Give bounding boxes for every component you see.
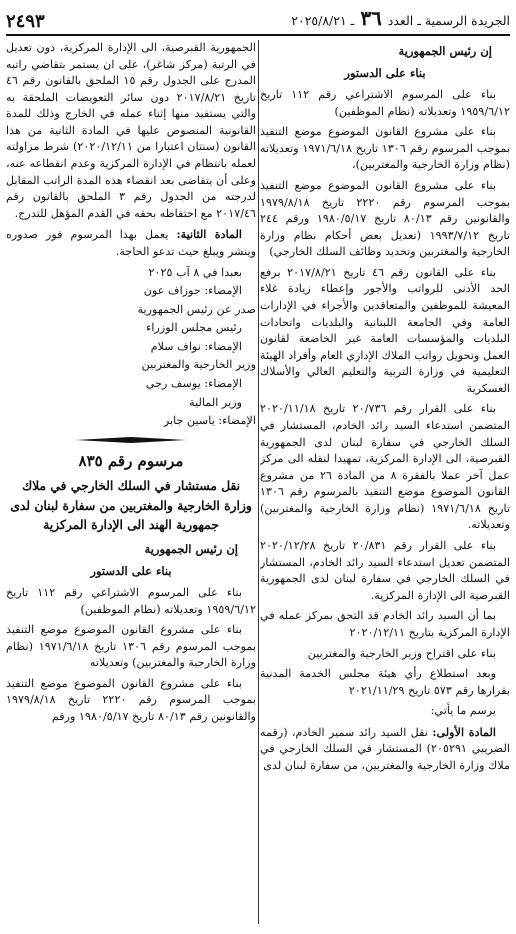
signature-finance: الإمضاء: ياسين جابر — [163, 414, 256, 428]
constitution-heading: بناء على الدستور — [90, 563, 172, 578]
signature-fm: الإمضاء: يوسف رجي — [145, 376, 242, 390]
issued-by: صدر عن رئيس الجمهورية — [137, 302, 256, 316]
preamble-paragraph: بناء على مشروع القانون الموضوع موضع التنفيذ بموجب المرسوم رقم ١٣٠٦ تاريخ ١٩٧١/٦/١٨ وتعديلاته (نظام وزارة الخارجية والمغتربين)، — [260, 125, 510, 172]
article-one-text: نقل السيد رائد سمير الخادم، (رقمه الضريبي ٢٠٥٢٩١) المستشار في السلك الخارجي في ملاك وزارة الخارجية والمغتربين، من سفارة لبنان لدى — [260, 725, 510, 772]
preamble-paragraph: بناء على المرسوم الاشتراعي رقم ١١٢ تاريخ ١٩٥٩/٦/١٢ وتعديلاته (نظام الموظفين) — [6, 585, 256, 616]
preamble-paragraph: بما أن السيد رائد الخادم قد التحق بمركز عمله في الإدارة المركزية بتاريخ ٢٠٢٠/١٢/١١ — [260, 609, 510, 639]
article-one-continuation: الجمهورية القبرصية، الى الإدارة المركزية، دون تعديل في الرتبة (مركز شاغر)، على ان يستمر بتقاضي راتبه المدرج على الجدول رقم ١٥ الملحق بالقانون رقم ٤٦ تاريخ ٢٠١٧/٨/٢١ دون سائر التعويضات الملحقة به والتي يستفيد منها إثناء عمله في الخارج وذلك للمدة القانونية المنصوص عليها في المادة الثانية من هذا القانون (سنتان اعتبارا من ٢٠٢٠/١٢/١١) شرط مزاولته لعمله بانتظام في الإدارة المركزية وعدم انقطاعه عنه، وعلى أن يتقاضى بعد انقضاء هذه المدة الراتب المقابل لدرجته من الجدول رقم ٣ الملحق بالقانون رقم ٢٠١٧/٤٦ مع احتفاظه بحقه في القدم المؤهل للتدرج. — [6, 41, 256, 220]
constitution-heading: بناء على الدستور — [344, 66, 426, 81]
issue-date: ـ ٢٠٢٥/٨/٢١ — [291, 13, 355, 28]
preamble-paragraph: بناء على القرار رقم ٢٠/٨٣١ تاريخ ٢٠٢٠/١٢/٢٨ المتضمن تعديل استدعاء السيد رائد الخادم، المستشار في السلك الخارجي في سفارة لبنان لدى الجمهورية القبرصية الى الإدارة المركزية. — [260, 539, 510, 602]
signature-pm: الإمضاء: نواف سلام — [150, 339, 242, 353]
finance-title: وزير المالية — [189, 395, 242, 409]
preamble-paragraph: بناء على القانون رقم ٤٦ تاريخ ٢٠١٧/٨/٢١ برفع الحد الأدنى للرواتب والأجور وإعطاء زيادة غلاء المعيشة للموظفين والمتعاقدين والأجراء في الإدارات العامة وفي الجامعة اللبنانية والبلديات واتحادات البلديات والمؤسسات العامة غير الخاضعة لقانون العمل وتحويل رواتب الملاك الإداري العام وأفراد الهيئة التعليمية في وزارة التربية والتعليم العالي والأسلاك العسكرية — [260, 265, 510, 395]
article-two-label: المادة الثانية: — [176, 227, 242, 242]
president-heading: إن رئيس الجمهورية — [144, 541, 238, 556]
gazette-title — [291, 6, 510, 34]
column-divider — [258, 40, 259, 924]
fm-title: وزير الخارجية والمغتربين — [141, 358, 256, 372]
preamble-paragraph: بناء على مشروع القانون الموضوع موضع التنفيذ بموجب المرسوم رقم ٢٢٢٠ تاريخ ١٩٧٩/٨/١٨ والقانونين رقم ٨٠/١٣ تاريخ ١٩٨٠/٥/١٧ ورقم — [6, 676, 256, 723]
decrees-line: يرسم ما يأتي: — [430, 704, 496, 718]
preamble-paragraph: بناء على القرار رقم ٢٠/٧٣٦ تاريخ ٢٠٢٠/١١/١٨ المتضمن استدعاء السيد رائد الخادم، المستشار في السلك الخارجي في سفارة لبنان لدى الجمهورية القبرصية، الى الإدارة المركزية، تمهيدا لنقله الى مركز عمل آخر عملا بالفقرة ٨ من المادة ٢٦ من مشروع القانون الموضوع موضع التنفيذ بالمرسوم رقم ١٣٠٦ تاريخ ١٩٧١/٦/١٨ (نظام وزارة الخارجية والمغتربين) وتعديلاته. — [260, 402, 510, 532]
article-two — [6, 226, 256, 260]
decree-subject: نقل مستشار في السلك الخارجي في ملاك وزارة الخارجية والمغتربين من سفارة لبنان لدى جمهورية الهند الى الإدارة المركزية — [10, 477, 252, 533]
preamble-paragraph: بناء على مشروع القانون الموضوع موضع التنفيذ بموجب المرسوم رقم ٢٢٢٠ تاريخ ١٩٧٩/٨/١٨ والقانونين رقم ٨٠/١٣ تاريخ ١٩٨٠/٥/١٧ ورقم ٢٤٤ تاريخ ١٩٩٣/٧/١٢ (تعديل بعض أحكام نظام وزارة الخارجية والمغتربين وتحديد وظائف السلك الخارجي) — [260, 178, 510, 259]
article-two-text: يعمل بهذا المرسوم فور صدوره وينشر ويبلغ حيث تدعو الحاجة. — [6, 228, 256, 258]
right-column — [260, 40, 510, 930]
signing-place-date: بعبدا في ٨ آب ٢٠٢٥ — [148, 265, 242, 279]
page-number: ٢٤٩٣ — [6, 11, 45, 32]
signature-president: الإمضاء: جوزاف عون — [143, 284, 242, 298]
president-heading: إن رئيس الجمهورية — [398, 44, 492, 58]
preamble-paragraph: بناء على المرسوم الاشتراعي رقم ١١٢ تاريخ ١٩٥٩/٦/١٢ وتعديلاته (نظام الموظفين) — [260, 88, 510, 118]
left-column — [6, 40, 256, 930]
ornament-line-icon — [76, 436, 186, 444]
article-one-label: المادة الأولى: — [432, 724, 497, 739]
pm-title: رئيس مجلس الوزراء — [146, 321, 242, 335]
article-one — [260, 724, 510, 775]
decree-title: مرسوم رقم ٨٣٥ — [78, 451, 184, 470]
preamble-paragraph: وبعد استطلاع رأي هيئة مجلس الخدمة المدنية بقرارها رقم ٥٧٣ تاريخ ٢٠٢١/١١/٢٩ — [260, 667, 510, 697]
issue-number: ٣٦ — [360, 6, 382, 30]
divider-ornament — [6, 436, 256, 444]
gazette-prefix: الجريدة الرسمية ـ العدد — [387, 13, 510, 28]
preamble-paragraph: بناء على اقتراح وزير الخارجية والمغتربين — [307, 646, 496, 660]
preamble-paragraph: بناء على مشروع القانون الموضوع موضع التنفيذ بموجب المرسوم رقم ١٣٠٦ تاريخ ١٩٧١/٦/١٨ (نظام وزارة الخارجية والمغتربين) وتعديلاته — [6, 623, 256, 670]
page-header — [6, 4, 510, 36]
